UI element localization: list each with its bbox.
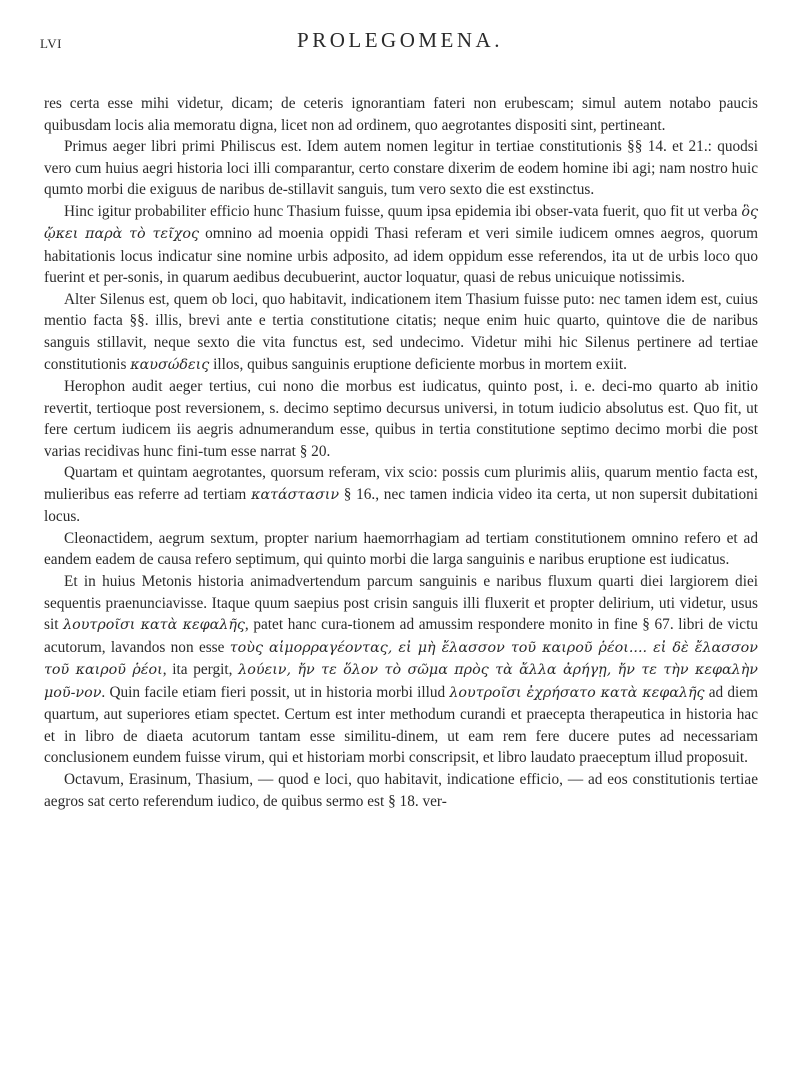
paragraph-text: illos, quibus sanguinis eruptione deficiente morbus in mortem exiit. bbox=[209, 355, 627, 373]
paragraph-text: , patet hanc cura-tionem ad amussim respondere monito in fine § 67. libri de victu acutorum, lavandos non esse bbox=[44, 616, 758, 656]
paragraph-text: . Quin facile etiam fieri possit, ut in historia morbi illud bbox=[101, 683, 450, 701]
paragraph bbox=[44, 462, 758, 528]
greek-quotation: κατάστασιν bbox=[251, 486, 340, 503]
paragraph-text: Herophon audit aeger tertius, cui nono die morbus est iudicatus, quinto post, i. e. deci-mo quarto ab initio revertit, tertioque post reversionem, s. decimo septimo decursus universi, in totum iudicio absolutus est. Quo fit, ut fere certum iudicem iis aegris adnumerandum esse, quibus in tertia constitutione septimo decimo morbi die post varias recidivas hunc fini-tum esse narrat § 20. bbox=[44, 378, 758, 460]
paragraph-text: § 16., nec tamen indicia video ita certa, ut non supersit dubitationi locus. bbox=[44, 485, 758, 526]
paragraph bbox=[44, 93, 758, 136]
paragraph bbox=[44, 376, 758, 462]
paragraph-text: , ita pergit, bbox=[162, 661, 239, 679]
paragraph-text: Primus aeger libri primi Philiscus est. Idem autem nomen legitur in tertiae constitutionis §§ 14. et 21.: quodsi vero cum huius aegri historia loci illi comparantur, certo constare dixerim de eodem homine ibi agi; nam nostro huic qumto morbi die exiguus de naribus de-stillavit sanguis, tum vero sexto die est exstinctus. bbox=[44, 138, 758, 199]
page-header bbox=[40, 28, 760, 58]
paragraph-text: Hinc igitur probabiliter efficio hunc Thasium fuisse, quum ipsa epidemia ibi obser-vata fuerit, quo fit ut verba bbox=[64, 202, 742, 220]
paragraph-text: Octavum, Erasinum, Thasium, — quod e loci, quo habitavit, indicatione efficio, — ad eos constitutionis tertiae aegros sat certo referendum iudico, de quibus sermo est § 18. ver- bbox=[44, 770, 758, 810]
paragraph-text: Et in huius Metonis historia animadvertendum parcum sanguinis e naribus fluxum quarti diei largiorem diei sequentis praenunciavisse. Itaque quum saepius post crisin sanguis illi fluxerit et propter delirium, uti videtur, usus sit bbox=[44, 573, 758, 634]
paragraph-text: ad diem quartum, aut superiores etiam spectet. Certum est inter methodum curandi et praecepta therapeutica in historia hac et in libro de diaeta acutorum tantam esse similitu-dinem, ut eam rem fere ducere putes ad necessariam conclusionem eundem fuisse virum, qui et historiam morbi conscripsit, et libro laudato praeceptum illud proposuit. bbox=[44, 683, 758, 767]
paragraph bbox=[44, 571, 758, 769]
page-number: LVI bbox=[40, 36, 62, 51]
running-title: PROLEGOMENA. bbox=[297, 28, 503, 52]
greek-quotation: τοὺς αἱμορραγέοντας, εἰ μὴ ἔλασσον τοῦ καιροῦ ῥέοι.... εἰ δὲ ἔλασσον τοῦ καιροῦ ῥέοι bbox=[44, 639, 758, 679]
greek-quotation: λουτροῖσι ἐχρήσατο κατὰ κεφαλῆς bbox=[449, 684, 705, 701]
paragraph-text: Alter Silenus est, quem ob loci, quo habitavit, indicationem item Thasium fuisse puto: nec tamen idem est, cuius mentio facta §§. illis, brevi ante e tertia constitutione citatis; neque enim huic quarto, quintove die de naribus sanguis stillavit, neque sexto die vita functus est, sed undecimo. Videtur mihi hic Silenus pertinere ad tertiae constitutionis bbox=[44, 290, 758, 373]
paragraph bbox=[44, 528, 758, 571]
paragraph bbox=[44, 769, 758, 812]
paragraph-text: Cleonactidem, aegrum sextum, propter narium haemorrhagiam ad tertiam constitutionem omnino refero et ad eandem eadem de causa refero septimum, qui quinto morbi die larga sanguinis e naribus eruptione est iudicatus. bbox=[44, 529, 758, 569]
greek-quotation: λούειν, ἤν τε ὅλον τὸ σῶμα πρὸς τὰ ἄλλα ἀρήγῃ, ἤν τε τὴν κεφαλὴν μοῦ-νον bbox=[44, 662, 758, 701]
paragraph-text: omnino ad moenia oppidi Thasi referam et veri simile iudicem omnes aegros, quorum habitationis locus indicatur sine nomine urbis adposito, ad idem oppidum esse referendos, ita ut de urbis loco quo fuerint et per-sonis, in quarum aedibus decubuerint, auctor loquatur, quasi de rebus unicuique notissimis. bbox=[44, 225, 758, 287]
paragraph bbox=[44, 201, 758, 289]
paragraph-text: res certa esse mihi videtur, dicam; de ceteris ignorantiam fateri non erubescam; simul autem notabo paucis quibusdam locis alia memoratu digna, licet non ad ordinem, quo aegrotantes dispositi sint, pertineant. bbox=[44, 95, 758, 134]
paragraph bbox=[44, 289, 758, 376]
paragraph-text: Quartam et quintam aegrotantes, quorsum referam, vix scio: possis cum plurimis aliis, quarum mentio facta est, mulieribus eas referre ad tertiam bbox=[44, 464, 758, 503]
paragraph bbox=[44, 136, 758, 201]
greek-quotation: λουτροῖσι κατὰ κεφαλῆς bbox=[63, 617, 245, 634]
body-text bbox=[44, 93, 758, 812]
greek-quotation: ὃς ᾤκει παρὰ τὸ τεῖχος bbox=[44, 203, 758, 243]
greek-quotation: καυσώδεις bbox=[130, 356, 210, 373]
